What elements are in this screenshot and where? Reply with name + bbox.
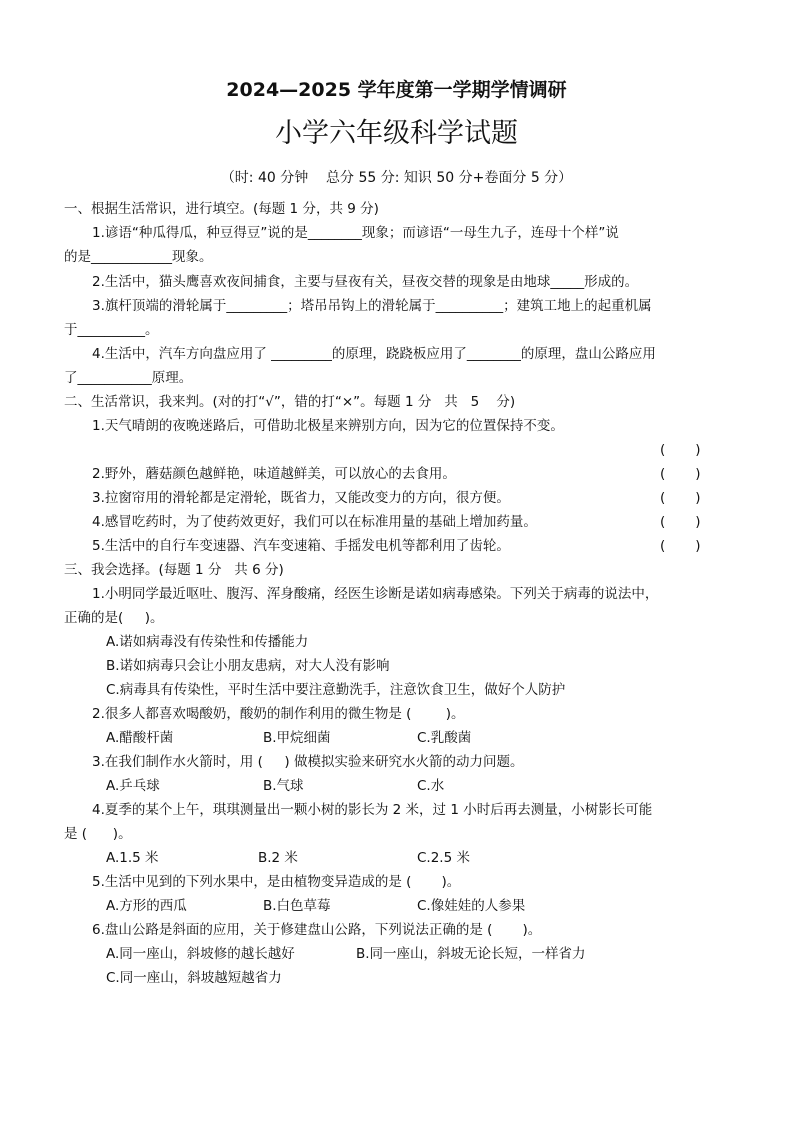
s2-q5-answer-paren: ( ) — [660, 538, 701, 554]
section3-title: 三、我会选择。(每题 1 分 共 6 分) — [64, 562, 284, 578]
s1-q4-line1: 4.生活中，汽车方向盘应用了 _________的原理，跷跷板应用了________的原理，盘山公路应用 — [92, 346, 656, 362]
s3-q3-option-a: A.乒乓球 — [106, 778, 160, 794]
s3-q4-option-c: C.2.5 米 — [417, 850, 470, 866]
s3-q3-option-c: C.水 — [417, 778, 445, 794]
section1-title: 一、根据生活常识，进行填空。(每题 1 分，共 9 分) — [64, 201, 379, 217]
exam-title: 小学六年级科学试题 — [275, 118, 518, 149]
s2-q4: 4.感冒吃药时，为了使药效更好，我们可以在标准用量的基础上增加药量。 — [92, 514, 537, 530]
s3-q3: 3.在我们制作水火箭时，用 ( ) 做模拟实验来研究水火箭的动力问题。 — [92, 754, 524, 770]
s3-q1-option-a: A.诺如病毒没有传染性和传播能力 — [106, 634, 309, 650]
s3-q6: 6.盘山公路是斜面的应用，关于修建盘山公路，下列说法正确的是 ( )。 — [92, 922, 542, 938]
s1-q3-line1: 3.旗杆顶端的滑轮属于_________；塔吊吊钩上的滑轮属于__________；建筑工地上的起重机属 — [92, 298, 652, 314]
s3-q1-option-b: B.诺如病毒只会让小朋友患病，对大人没有影响 — [106, 658, 390, 674]
s2-q3-answer-paren: ( ) — [660, 490, 701, 506]
s3-q2-option-c: C.乳酸菌 — [417, 730, 472, 746]
s3-q5-option-b: B.白色草莓 — [263, 898, 331, 914]
s1-q4-line2: 了___________原理。 — [64, 370, 193, 386]
s3-q4-line2: 是 ( )。 — [64, 826, 132, 842]
s3-q1-option-c: C.病毒具有传染性，平时生活中要注意勤洗手，注意饮食卫生，做好个人防护 — [106, 682, 566, 698]
s2-q2-answer-paren: ( ) — [660, 466, 701, 482]
s1-q1-line1: 1.谚语“种瓜得瓜，种豆得豆”说的是________现象；而谚语“一母生九子，连母十个样”说 — [92, 225, 619, 241]
s2-q1: 1.天气晴朗的夜晚迷路后，可借助北极星来辨别方向，因为它的位置保持不变。 — [92, 418, 564, 434]
s1-q1-line2: 的是____________现象。 — [64, 249, 213, 265]
s1-q2: 2.生活中，猫头鹰喜欢夜间捕食，主要与昼夜有关，昼夜交替的现象是由地球_____形成的。 — [92, 274, 639, 290]
s3-q6-option-a: A.同一座山，斜坡修的越长越好 — [106, 946, 295, 962]
s3-q5: 5.生活中见到的下列水果中，是由植物变异造成的是 ( )。 — [92, 874, 461, 890]
s3-q2-option-b: B.甲烷细菌 — [263, 730, 331, 746]
s3-q3-option-b: B.气球 — [263, 778, 304, 794]
s3-q1-line1: 1.小明同学最近呕吐、腹泻、浑身酸痛，经医生诊断是诺如病毒感染。下列关于病毒的说法中， — [92, 586, 659, 602]
s2-q5: 5.生活中的自行车变速器、汽车变速箱、手摇发电机等都利用了齿轮。 — [92, 538, 510, 554]
year-title: 2024—2025 学年度第一学期学情调研 — [226, 79, 567, 101]
s3-q4-line1: 4.夏季的某个上午，琪琪测量出一颗小树的影长为 2 米，过 1 小时后再去测量，小树影长可能 — [92, 802, 653, 818]
s2-q2: 2.野外，蘑菇颜色越鲜艳，味道越鲜美，可以放心的去食用。 — [92, 466, 456, 482]
s3-q2: 2.很多人都喜欢喝酸奶，酸奶的制作利用的微生物是 ( )。 — [92, 706, 465, 722]
s3-q2-option-a: A.醋酸杆菌 — [106, 730, 174, 746]
s2-q4-answer-paren: ( ) — [660, 514, 701, 530]
s3-q6-option-c: C.同一座山，斜坡越短越省力 — [106, 970, 282, 986]
exam-info: （时: 40 分钟 总分 55 分: 知识 50 分+卷面分 5 分） — [220, 170, 573, 186]
s2-q1-answer-paren: ( ) — [660, 442, 701, 458]
s2-q3: 3.拉窗帘用的滑轮都是定滑轮，既省力，又能改变力的方向，很方便。 — [92, 490, 510, 506]
s3-q4-option-a: A.1.5 米 — [106, 850, 159, 866]
s3-q5-option-a: A.方形的西瓜 — [106, 898, 187, 914]
s3-q5-option-c: C.像娃娃的人参果 — [417, 898, 526, 914]
s3-q4-option-b: B.2 米 — [258, 850, 298, 866]
section2-title: 二、生活常识，我来判。(对的打“√”，错的打“×”。每题 1 分 共 5 分) — [64, 394, 516, 410]
s3-q1-line2: 正确的是( )。 — [64, 610, 164, 626]
s3-q6-option-b: B.同一座山，斜坡无论长短，一样省力 — [356, 946, 586, 962]
s1-q3-line2: 于__________。 — [64, 322, 159, 338]
